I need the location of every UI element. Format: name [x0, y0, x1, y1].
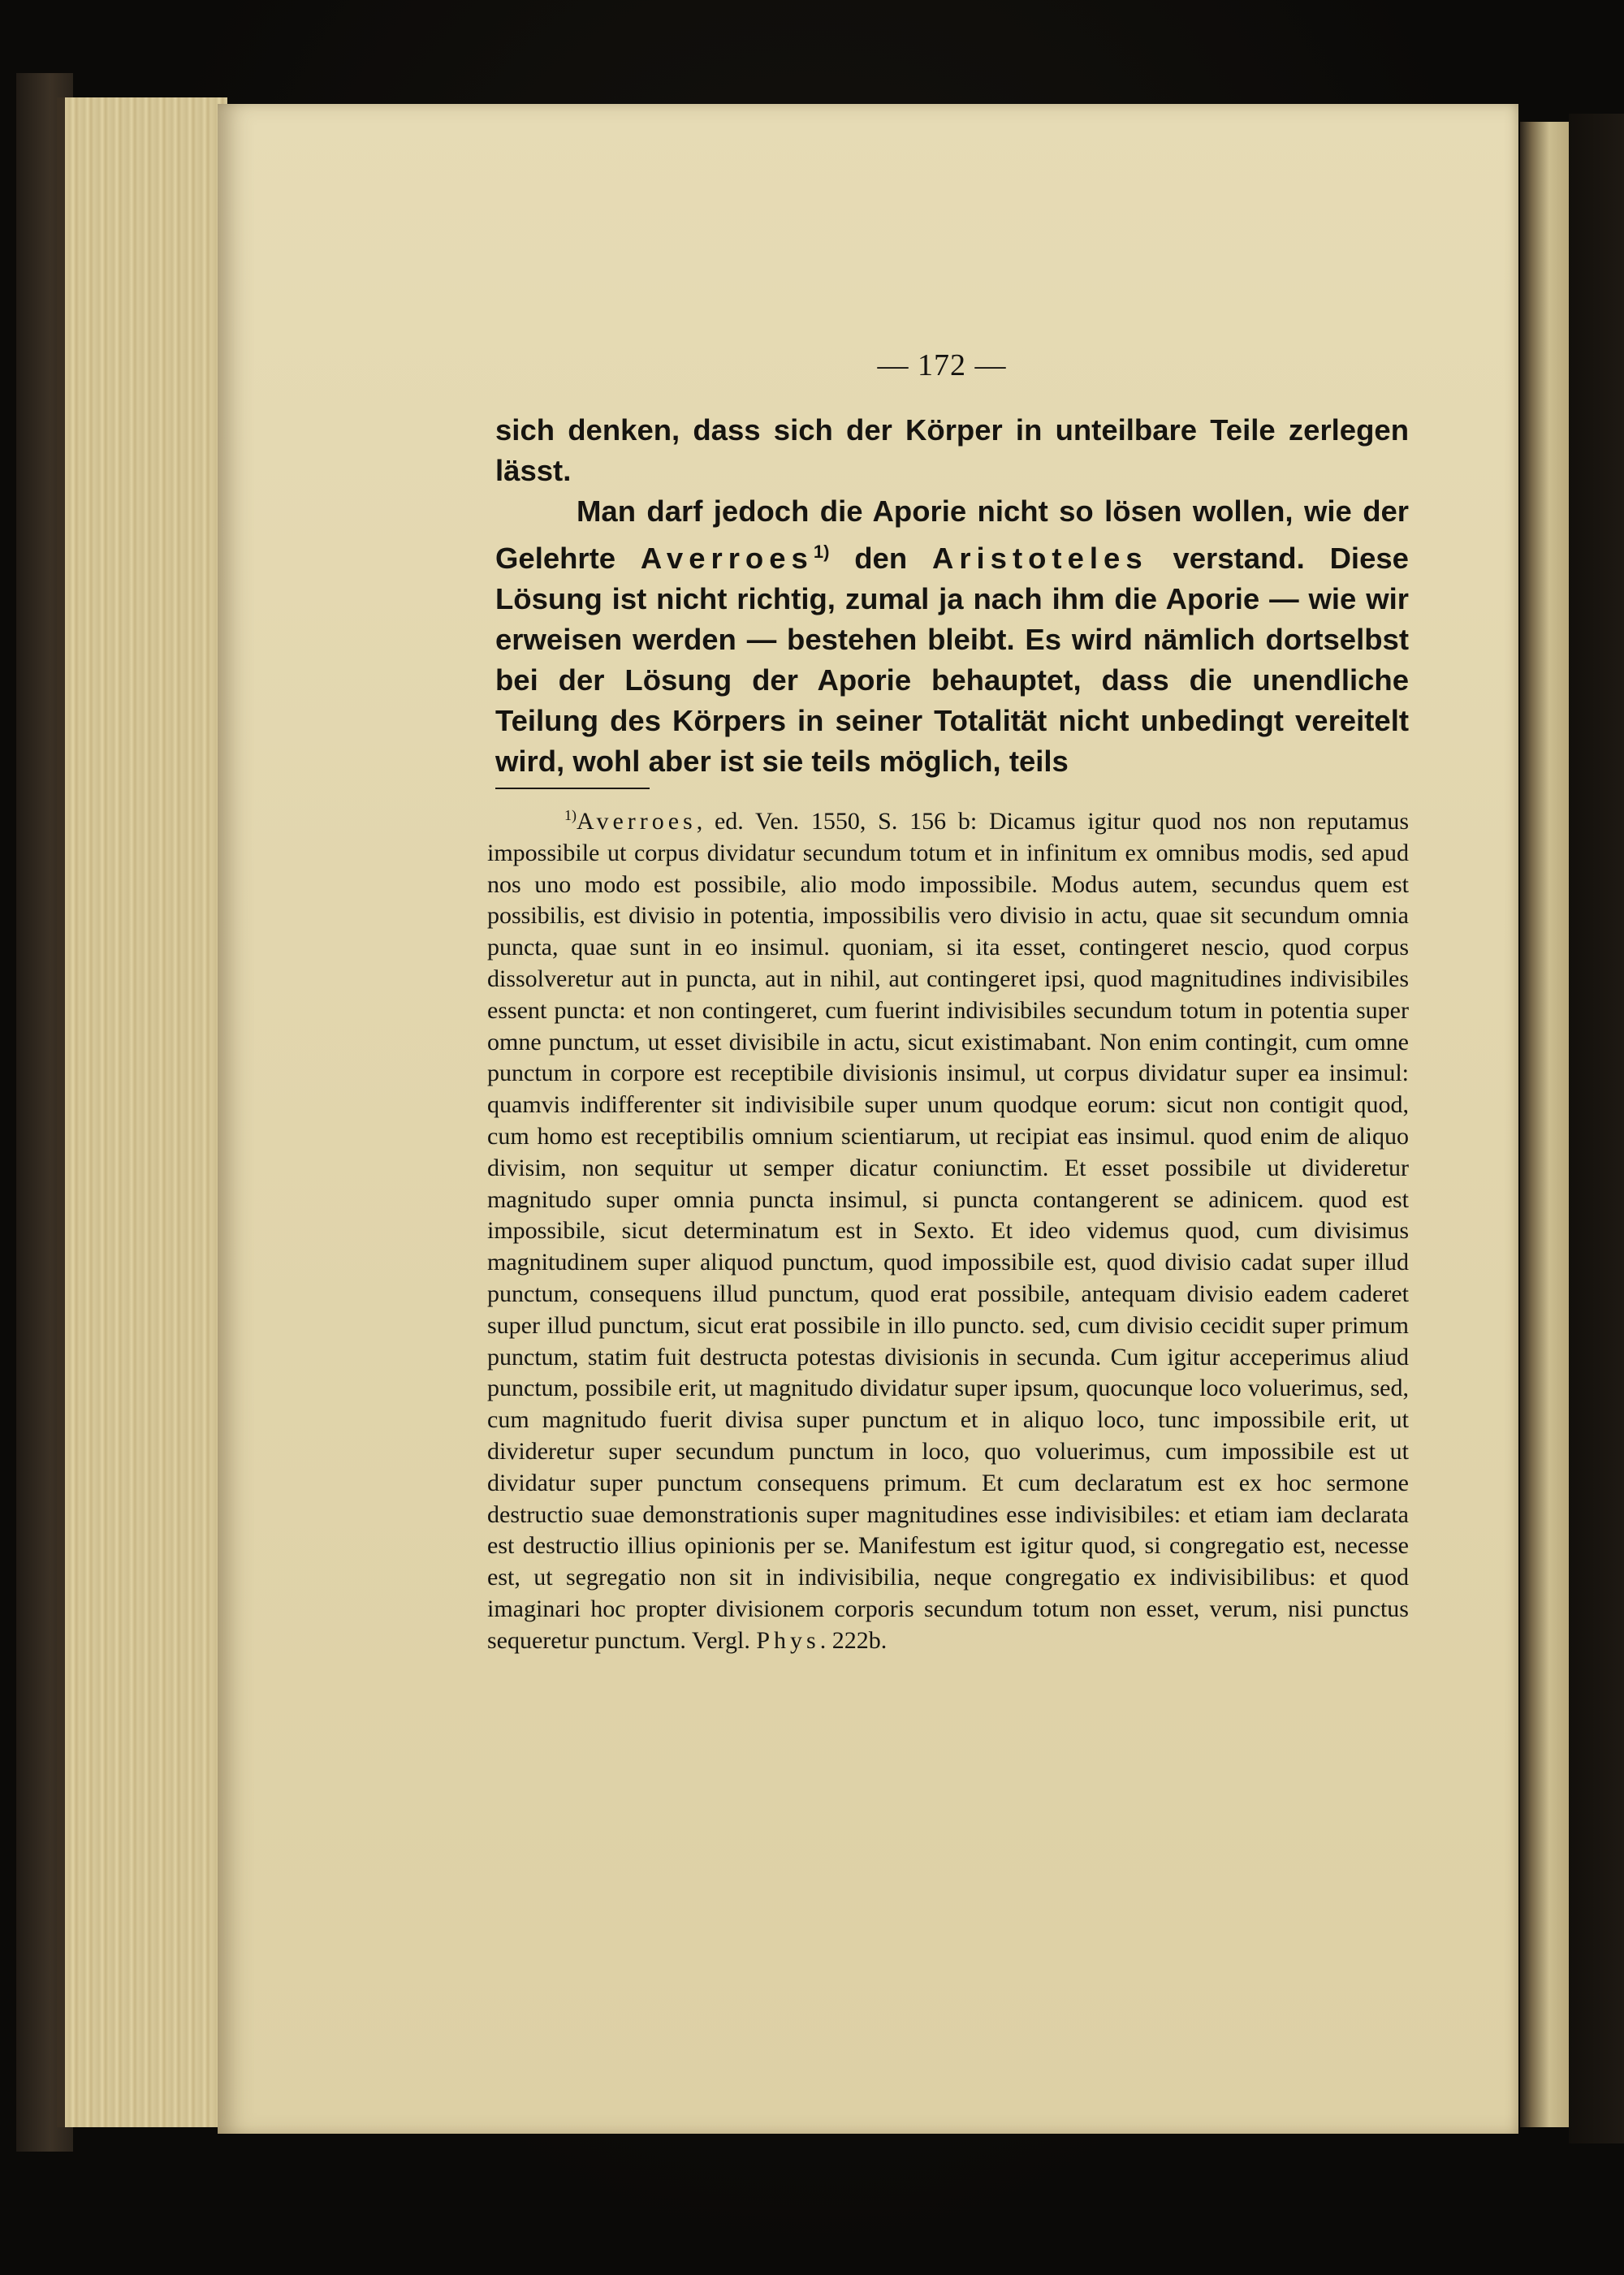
author-aristoteles: Aristoteles — [931, 542, 1148, 576]
author-averroes: Averroes — [640, 542, 814, 576]
footnote-latin-text: Dicamus igitur quod nos non reputamus impossibile ut corpus dividatur secundum totum et in infinitum ex omnibus modis, sed apud nos uno modo est possibile, alio modo impossibile. Modus autem, secundus quem est possibilis, est divisio in potentia, impossibilis vero divisio in actu, quae sit secundum omnia puncta, quae sunt in eo insimul. quoniam, si ita esset, contingeret nescio, quod corpus dissolveretur aut in puncta, aut in nihil, aut contingeret ipsi, quod magnitudines indivisibiles essent puncta: et non contingeret, cum fuerint indivisibiles secundum totum in potentia super omne punctum, ut esset divisibile in actu, sicut existimabant. Non enim contingit, cum omne punctum in corpore est receptibile divisionis insimul, ut corpus dividatur super ea insimul: quamvis indifferenter sit indivisibile super unum quodque eorum: sicut non contigit quod, cum homo est receptibilis omnium scientiarum, ut recipiat eas insimul. quod enim de aliquo divisim, non sequitur ut semper dicatur coniunctim. Et esset possibile ut divideretur magnitudo super omnia puncta insimul, si puncta contangerent se adinicem. quod est impossibile, sicut determinatum est in Sexto. Et ideo videmus quod, cum divisimus magnitudinem super aliquod punctum, quod impossibile est, quod divisio cadat super illud punctum, consequens illud punctum, quod erat possibile, antequam divisio eadem caderet super illud punctum, sicut erat possibile in illo puncto. sed, cum divisio cecidit super primum punctum, statim fuit destructa potestas divisionis in secunda. Cum igitur acceperimus aliud punctum, possibile erit, ut magnitudo dividatur super ipsum, quocunque loco voluerimus, sed, cum magnitudo fuerit divisa super punctum et in aliquo loco, tunc impossibile erit, ut divideretur super secundum punctum in loco, quo voluerimus, cum impossibile est ut dividatur super punctum consequens primum. Et cum declaratum est ex hoc sermone destructio suae demonstrationis super magnitudines esse indivisibiles: et etiam iam declarata est destructio illius opinionis per se. Manifestum est igitur quod, si congregatio est, necesse est, ut segregatio non sit in indivisibilia, neque congregatio ex indivisibilibus: et quod imaginari hoc propter divisionem corporis secundum totum non esset, verum, nisi punctus sequeretur punctum. — [487, 808, 1409, 1654]
facing-page-edge — [1520, 122, 1569, 2127]
footnote-author: Averroes — [577, 808, 697, 835]
footnote-phys: Phys — [756, 1626, 820, 1654]
footnote-marker: 1) — [564, 807, 577, 823]
page-number: — 172 — — [877, 348, 1007, 382]
paragraph-2 — [495, 491, 1409, 782]
paragraph-1: sich denken, dass sich der Körper in unteilbare Teile zerlegen lässt. — [495, 413, 1409, 487]
footnote-paragraph — [487, 800, 1409, 1657]
book-cover-right — [1569, 114, 1624, 2143]
page-stack-edge — [57, 97, 227, 2127]
footnote-reference-info: , ed. Ven. 1550, S. 156 b: — [696, 808, 989, 835]
footnote-vergl: Vergl. — [685, 1626, 757, 1654]
paragraph-2-text-a: Man darf jedoch die Aporie nicht so lösen wollen, wie der Gelehrte — [495, 494, 1409, 576]
paragraph-2-text-b: den — [829, 542, 932, 576]
footnote-phys-ref: . 222b. — [819, 1626, 888, 1654]
footnote — [487, 800, 1409, 1657]
footnote-reference: 1) — [813, 542, 830, 562]
footnote-divider — [495, 788, 650, 789]
paragraph-2-text-c: verstand. Diese Lösung ist nicht richtig, zumal ja nach ihm die Aporie — wie wir erweisen werden — bestehen bleibt. Es wird nämlich dortselbst bei der Lösung der Aporie behauptet, dass die unendliche Teilung des Körpers in seiner Totalität nicht unbedingt vereitelt wird, wohl aber ist sie teils möglich, teils — [495, 542, 1409, 779]
main-body-text — [495, 410, 1409, 782]
